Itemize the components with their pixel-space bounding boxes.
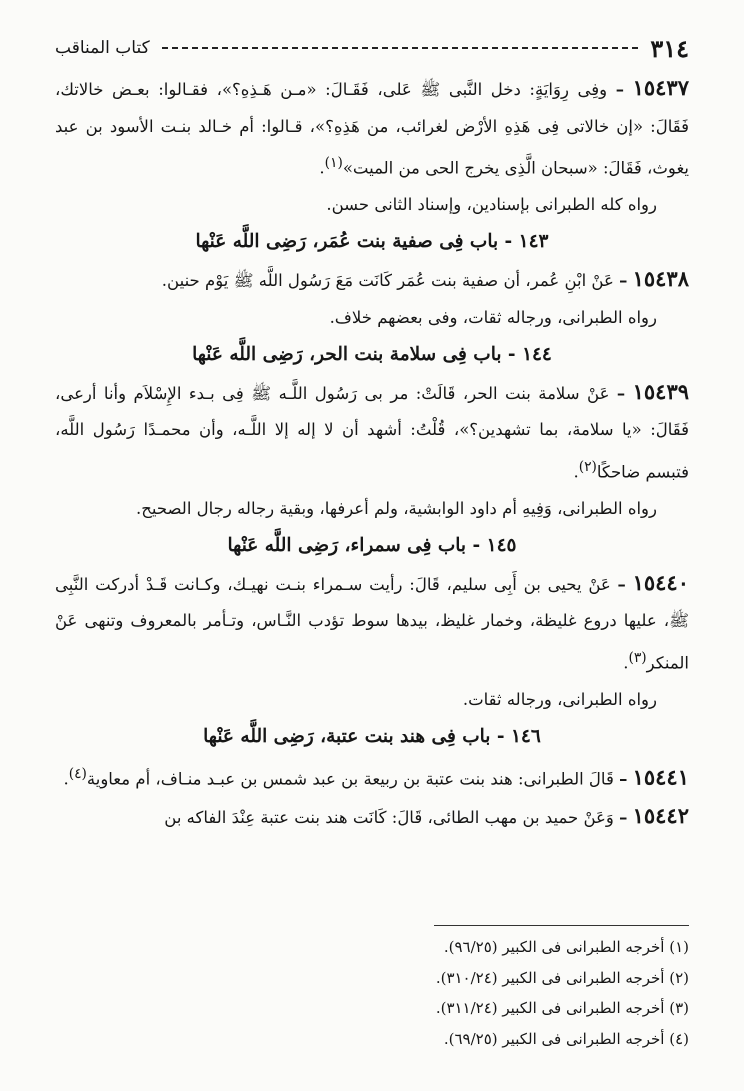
dash: – xyxy=(619,769,628,788)
hadith-number: ١٥٤٣٨ xyxy=(632,266,689,291)
chapter-heading-144: ١٤٤ - باب فِى سلامة بنت الحر، رَضِى اللَّه عَنْها xyxy=(192,343,552,365)
riwaya-note: رواه الطبرانى، ورجاله ثقات. xyxy=(462,689,657,709)
dash: – xyxy=(619,807,628,827)
hadith-number: ١٥٤٤٠ xyxy=(632,569,689,595)
hadith-number: ١٥٤٣٩ xyxy=(632,378,690,404)
footnote-4: (٤) أخرجه الطبرانى فى الكبير (٦٩/٢٥). xyxy=(443,1029,689,1048)
hadith-text: قَالَ الطبرانى: هند بنت عتبة بن ربيعة بن عبد شمس بن عبـد منـاف، أم معاوية xyxy=(86,769,614,788)
hadith-15437: ١٥٤٣٧ – وفِى رِوَايَةٍ: دخل النَّبى ﷺ عَلى، فَقَـالَ: «مـن هَـذِهِ؟»، فقـالوا: بعـض خالاتك، فَقَالَ: «إن خالاتى فِى هَذِهِ الأرْض لغرائب، من هَذِهِ؟»، قـالوا: أم خـالد بنـت الأسود بن عبد يغوث، فَقَالَ: «سبحان الَّذِى يخرج الحى من الميت»$^{(١)}$. xyxy=(55,75,689,178)
hadith-number: ١٥٤٤٢ xyxy=(632,802,689,828)
footnote-ref: (١) xyxy=(324,155,343,171)
dash: – xyxy=(616,383,626,403)
footnotes xyxy=(55,932,689,1054)
hadith-number: ١٥٤٤١ xyxy=(632,764,689,789)
hadith-15440: ١٥٤٤٠ – عَنْ يحيى بن أَبِى سليم، قَالَ: رأيت سـمراء بنـت نهيـك، وكـانت قَـدْ أدركت النَّبِى ﷺ، عليها دروع غليظة، وخمار غليظ، بيدها سوط تؤدب النَّـاس، وتـأمر بالمعروف وتنهى عَنْ المنكر$^{(٣)}$. xyxy=(55,569,689,672)
footnote-1: (١) أخرجه الطبرانى فى الكبير (٩٦/٢٥). xyxy=(443,938,689,956)
footnote-ref: (٤) xyxy=(68,765,87,782)
footnote-2: (٢) أخرجه الطبرانى فى الكبير (٣١٠/٢٤). xyxy=(435,968,689,987)
hadith-text: وَعَنْ حميد بن مهب الطائى، قَالَ: كَانَت هند بنت عتبة عِنْدَ الفاكه بن xyxy=(164,807,614,827)
hadith-text: عَنْ سلامة بنت الحر، قَالَتْ: مر بى رَسُول اللَّـه ﷺ فِى بـدء الإِسْلاَم وأنا أرعى، فَقَالَ: «يا سلامة، بما تشهدين؟»، قُلْتُ: أشهد أن لا إله إلا اللَّـه، وأن محمـدًا رَسُول اللَّه، فتبسم ضاحكًا xyxy=(55,383,689,481)
chapter-heading-143: ١٤٣ - باب فِى صفية بنت عُمَر، رَضِى اللَّه عَنْها xyxy=(195,231,549,252)
dash: – xyxy=(619,271,628,290)
footnote-3: (٣) أخرجه الطبرانى فى الكبير (٣١١/٢٤). xyxy=(435,999,689,1017)
footnote-separator xyxy=(434,925,689,926)
running-header xyxy=(55,30,689,66)
riwaya-note: رواه الطبرانى، ورجاله ثقات، وفى بعضهم خلاف. xyxy=(329,307,657,327)
hadith-15441: ١٥٤٤١ – قَالَ الطبرانى: هند بنت عتبة بن ربيعة بن عبد شمس بن عبـد منـاف، أم معاوية$^{(٤)}$. xyxy=(63,764,689,789)
chapter-heading-145: ١٤٥ - باب فِى سمراء، رَضِى اللَّه عَنْها xyxy=(227,534,517,556)
page-number: ٣١٤ xyxy=(650,33,689,63)
main-text xyxy=(55,70,689,836)
hadith-text: وفِى رِوَايَةٍ: دخل النَّبى ﷺ عَلى، فَقَـالَ: «مـن هَـذِهِ؟»، فقـالوا: بعـض خالاتك، فَقَالَ: «إن خالاتى فِى هَذِهِ الأرْض لغرائب، من هَذِهِ؟»، قـالوا: أم خـالد بنـت الأسود بن عبد يغوث، فَقَالَ: «سبحان الَّذِى يخرج الحى من الميت» xyxy=(55,80,689,178)
riwaya-note: رواه كله الطبرانى بإسنادين، وإسناد الثانى حسن. xyxy=(326,195,657,214)
hadith-15439: ١٥٤٣٩ – عَنْ سلامة بنت الحر، قَالَتْ: مر بى رَسُول اللَّـه ﷺ فِى بـدء الإِسْلاَم وأنا أرعى، فَقَالَ: «يا سلامة، بما تشهدين؟»، قُلْتُ: أشهد أن لا إله إلا اللَّـه، وأن محمـدًا رَسُول اللَّه، فتبسم ضاحكًا$^{(٢)}$. xyxy=(55,378,690,481)
riwaya-note: رواه الطبرانى، وَفِيهِ أم داود الوابشية، ولم أعرفها، وبقية رجاله رجال الصحيح. xyxy=(135,498,657,518)
chapter-heading-146: ١٤٦ - باب فِى هند بنت عتبة، رَضِى اللَّه عَنْها xyxy=(203,725,541,747)
book-title: كتاب المناقب xyxy=(55,38,150,58)
header-dashed-rule xyxy=(162,47,639,49)
hadith-text: عَنْ ابْنِ عُمر، أن صفية بنت عُمَر كَانَت مَعَ رَسُول اللَّه ﷺ يَوْم حنين. xyxy=(161,271,614,290)
dash: – xyxy=(617,574,626,594)
hadith-number: ١٥٤٣٧ xyxy=(632,75,689,100)
hadith-text: عَنْ يحيى بن أَبِى سليم، قَالَ: رأيت سـمراء بنـت نهيـك، وكـانت قَـدْ أدركت النَّبِى ﷺ، عليها دروع غليظة، وخمار غليظ، بيدها سوط تؤدب النَّـاس، وتـأمر بالمعروف وتنهى عَنْ المنكر xyxy=(55,574,689,672)
footnote-ref: (٣) xyxy=(628,649,647,666)
hadith-15438 xyxy=(55,261,689,300)
dash: – xyxy=(615,80,624,99)
footnote-ref: (٢) xyxy=(578,458,597,475)
hadith-15442 xyxy=(55,798,689,837)
